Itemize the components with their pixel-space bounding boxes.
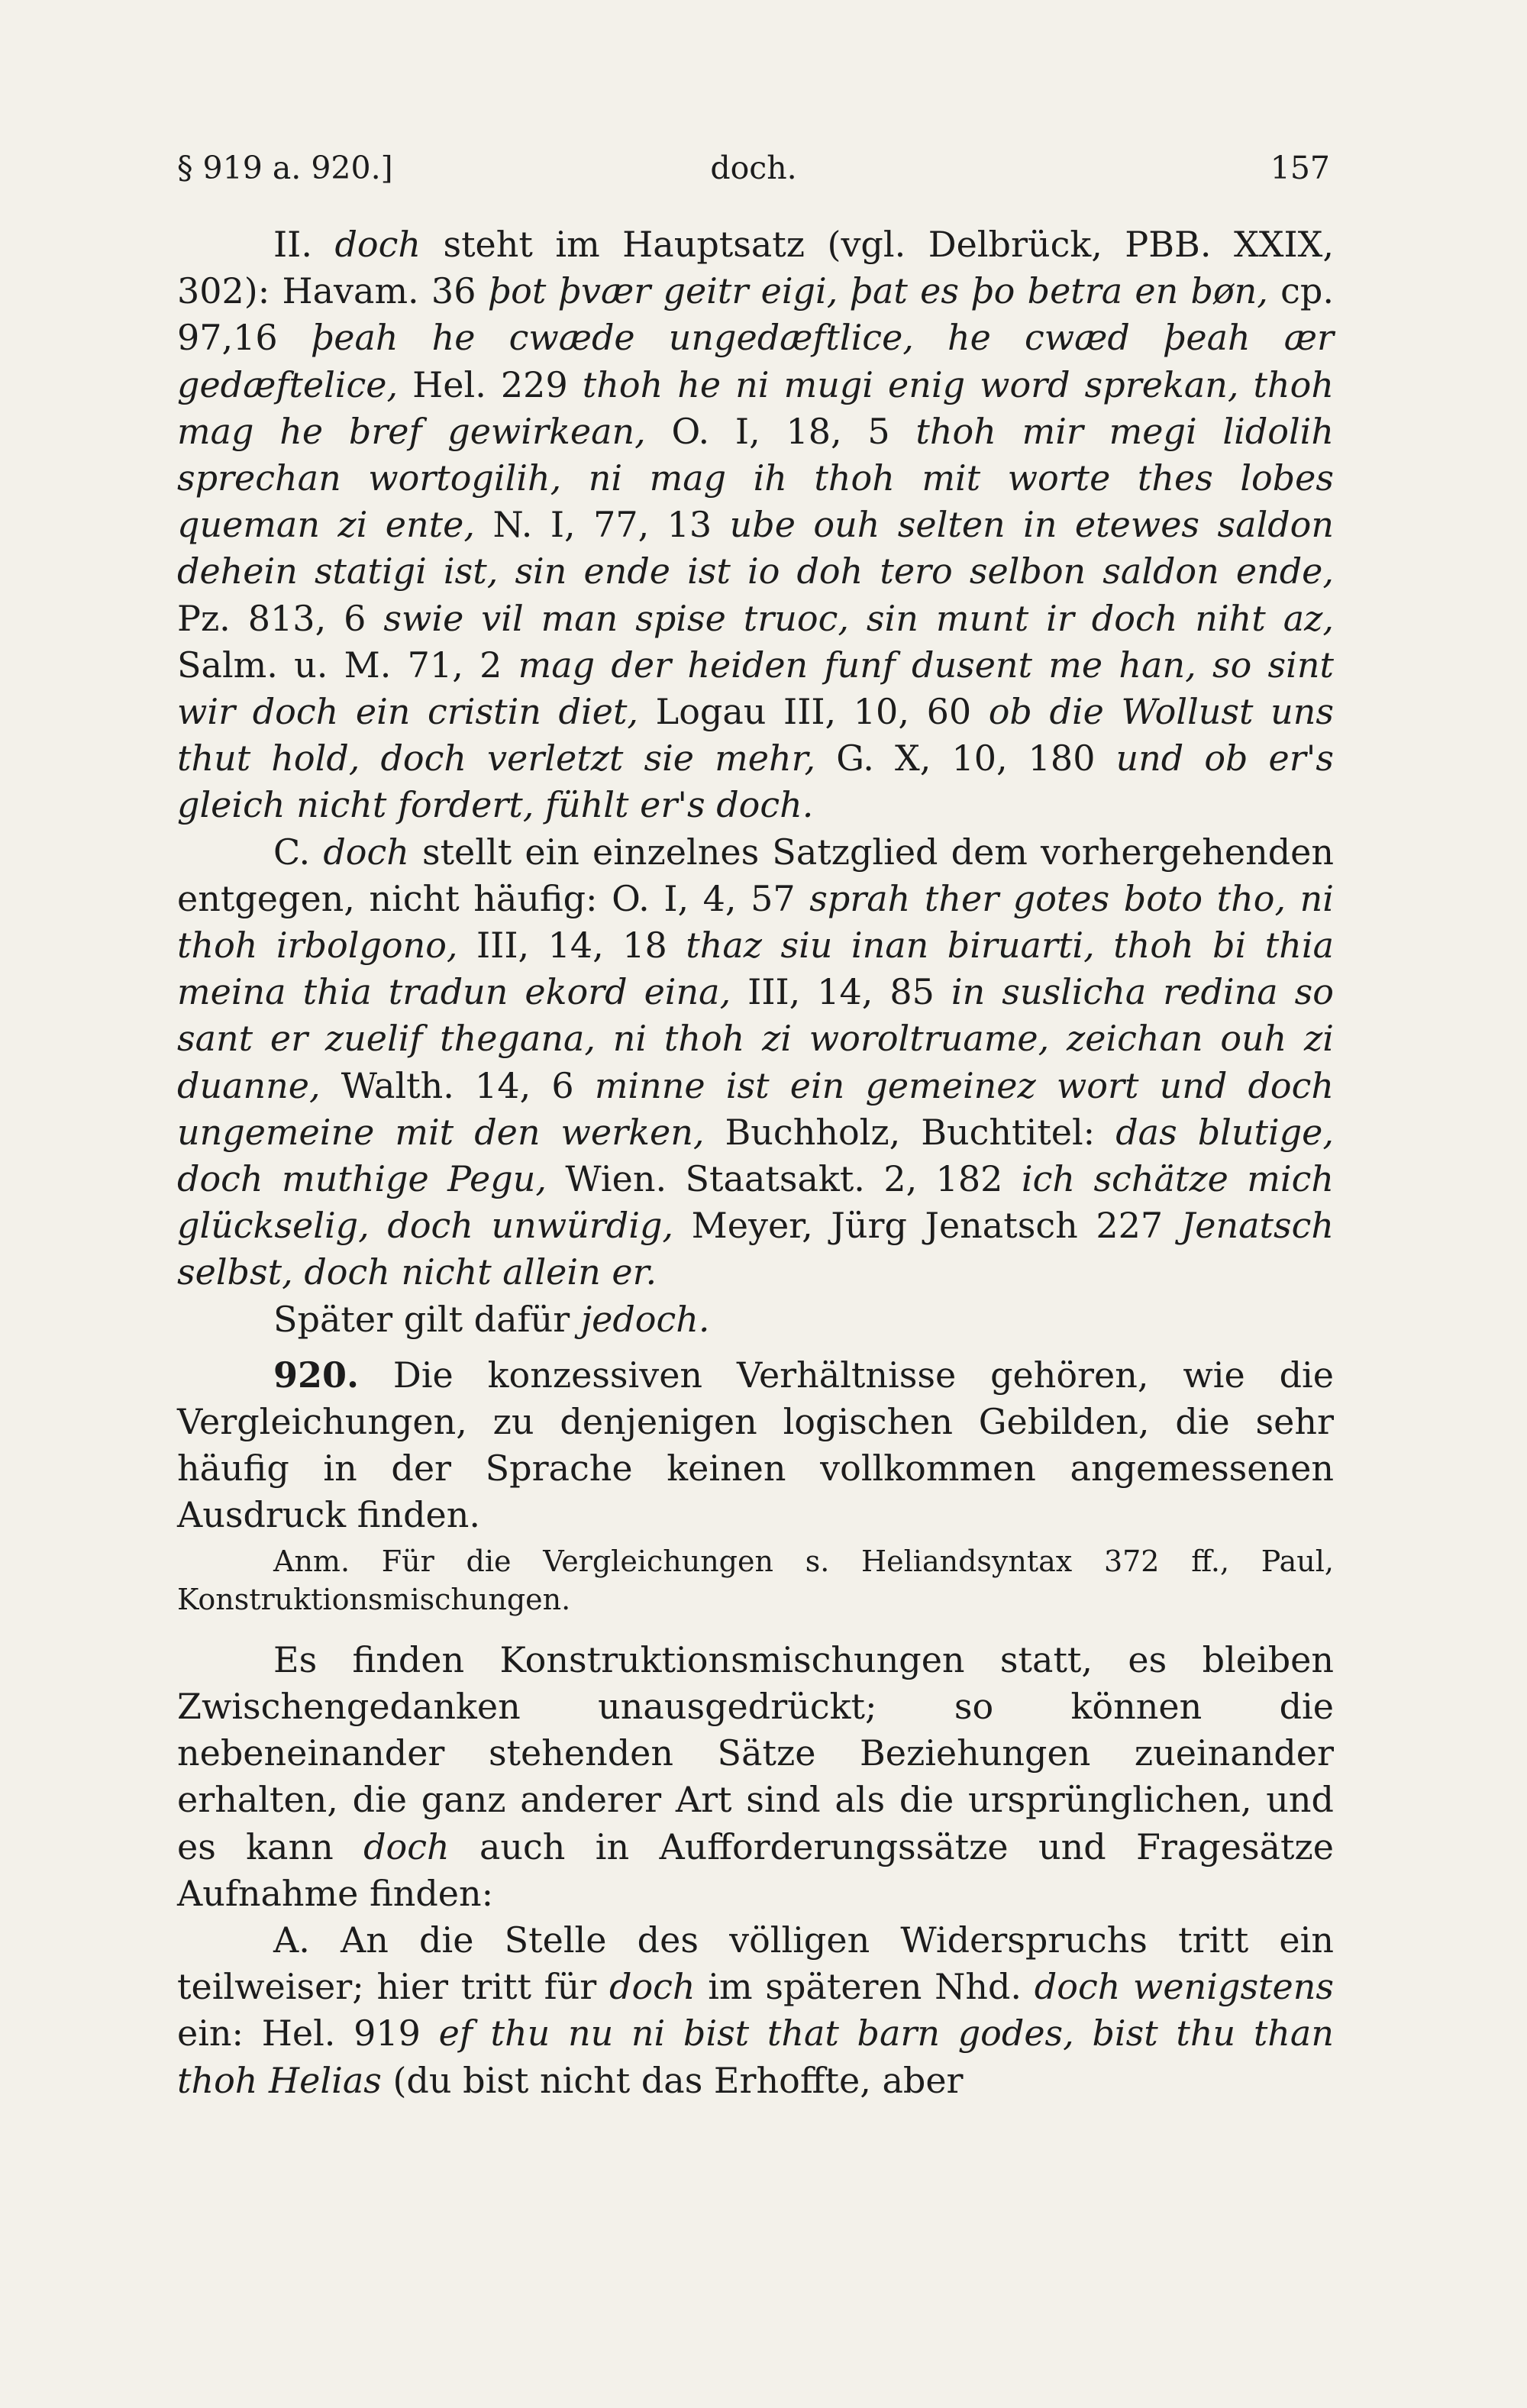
- text-run: Die konzessiven Verhältnisse gehören, wie die Vergleichungen, zu denjenigen logischen Gebilden, die sehr häufig in der Sprache keinen vollkommen angemessenen Ausdruck finden.: [177, 1354, 1334, 1536]
- citation-text: thoh he ni mugi enig word sprekan, thoh mag he bref gewirkean,: [177, 363, 1334, 452]
- text-run: Später gilt dafür: [273, 1298, 581, 1340]
- citation-text: ef thu nu ni bist that barn godes, bist thu than thoh Helias: [177, 2013, 1334, 2101]
- citation-text: doch wenigstens: [1034, 1966, 1334, 2008]
- citation-text: doch: [609, 1966, 696, 2008]
- text-run: O. I, 18, 5: [645, 410, 916, 452]
- text-run: ein: Hel. 919: [177, 2013, 439, 2055]
- citation-text: swie vil man spise truoc, sin munt ir doch niht az,: [383, 597, 1334, 639]
- text-run: auch in Aufforderungssätze und Fragesätze Aufnahme finden:: [177, 1825, 1334, 1914]
- citation-text: ich schätze mich glückselig, doch unwürdig,: [177, 1158, 1334, 1247]
- section-reference: § 919 a. 920.]: [177, 150, 393, 186]
- text-run: im späteren Nhd.: [695, 1966, 1035, 2008]
- text-run: Anm. Für die Vergleichungen s. Heliandsyntax 372 ff., Paul, Konstruktionsmischungen.: [177, 1544, 1334, 1616]
- citation-text: doch: [323, 831, 409, 873]
- text-run: cp. 97,16: [177, 270, 1334, 359]
- text-run: Meyer, Jürg Jenatsch 227: [673, 1205, 1181, 1247]
- text-run: Es finden Konstruktionsmischungen statt, es bleiben Zwischengedanken unausgedrückt; so können die nebeneinander stehenden Sätze Beziehungen zueinander erhalten, die ganz anderer Art sind als die ursprünglichen, und es kann: [177, 1638, 1334, 1867]
- running-header: [177, 145, 1330, 191]
- citation-text: doch: [363, 1825, 450, 1867]
- text-run: Logau III, 10, 60: [638, 691, 989, 733]
- citation-text: und ob er's gleich nicht fordert, fühlt er's doch.: [177, 738, 1334, 826]
- text-run: N. I, 77, 13: [475, 504, 730, 546]
- citation-text: doch: [334, 224, 421, 265]
- paragraph-920: [177, 1352, 1334, 1539]
- paragraph-c: [177, 829, 1334, 1296]
- text-run: Salm. u. M. 71, 2: [177, 644, 518, 686]
- text-run: Pz. 813, 6: [177, 597, 384, 639]
- citation-text: thoh mir megi lidolih sprechan wortogilih, ni mag ih thoh mit worte thes lobes queman zi ente,: [177, 410, 1335, 546]
- citation-text: thaz siu inan biruarti, thoh bi thia meina thia tradun ekord eina,: [177, 925, 1335, 1013]
- text-run: III, 14, 18: [457, 925, 686, 967]
- citation-text: ube ouh selten in etewes saldon dehein statigi ist, sin ende ist io doh tero selbon saldon ende,: [177, 504, 1334, 592]
- text-run: steht im Hauptsatz (vgl. Delbrück, PBB. XXIX, 302): Havam. 36: [177, 224, 1335, 312]
- paragraph-ii: [177, 221, 1334, 829]
- page-body: [177, 221, 1334, 2104]
- text-run: (du bist nicht das Erhoffte, aber: [381, 2059, 964, 2101]
- citation-text: ob die Wollust uns thut hold, doch verletzt sie mehr,: [177, 691, 1334, 780]
- text-run: Hel. 229: [398, 363, 583, 405]
- citation-text: þeah he cwæde ungedæftlice, he cwæd þeah ær gedæftelice,: [177, 317, 1334, 405]
- paragraph-a: [177, 1917, 1334, 2104]
- citation-text: minne ist ein gemeinez wort und doch ungemeine mit den werken,: [177, 1064, 1335, 1153]
- paragraph-spaeter: [177, 1296, 1334, 1343]
- text-run: A. An die Stelle des völligen Widerspruchs tritt ein teilweiser; hier tritt für: [177, 1919, 1334, 2008]
- citation-text: þot þvær geitr eigi, þat es þo betra en bøn,: [488, 270, 1268, 312]
- paragraph-anm: [177, 1542, 1334, 1619]
- text-run: Walth. 14, 6: [320, 1064, 595, 1106]
- paragraph-es: [177, 1637, 1334, 1917]
- citation-text: das blutige, doch muthige Pegu,: [177, 1111, 1335, 1200]
- citation-text: jedoch.: [580, 1298, 710, 1340]
- text-run: stellt ein einzelnes Satzglied dem vorhergehenden entgegen, nicht häufig: O. I, 4, 57: [177, 831, 1334, 919]
- text-run: C.: [273, 831, 324, 873]
- citation-text: in suslicha redina so sant er zuelif thegana, ni thoh zi woroltruame, zeichan ouh zi duanne,: [177, 971, 1334, 1106]
- page-number: 157: [1270, 150, 1330, 186]
- text-run: III, 14, 85: [731, 971, 951, 1013]
- header-keyword: doch.: [710, 150, 797, 186]
- citation-text: mag der heiden funf dusent me han, so sint wir doch ein cristin diet,: [177, 644, 1334, 733]
- text-run: Wien. Staatsakt. 2, 182: [546, 1158, 1022, 1200]
- text-run: G. X, 10, 180: [815, 738, 1116, 780]
- citation-text: sprah ther gotes boto tho, ni thoh irbolgono,: [177, 877, 1334, 967]
- text-run: II.: [273, 224, 335, 265]
- section-number: 920.: [273, 1354, 360, 1396]
- text-run: Buchholz, Buchtitel:: [704, 1111, 1116, 1153]
- citation-text: Jenatsch selbst, doch nicht allein er.: [177, 1205, 1334, 1293]
